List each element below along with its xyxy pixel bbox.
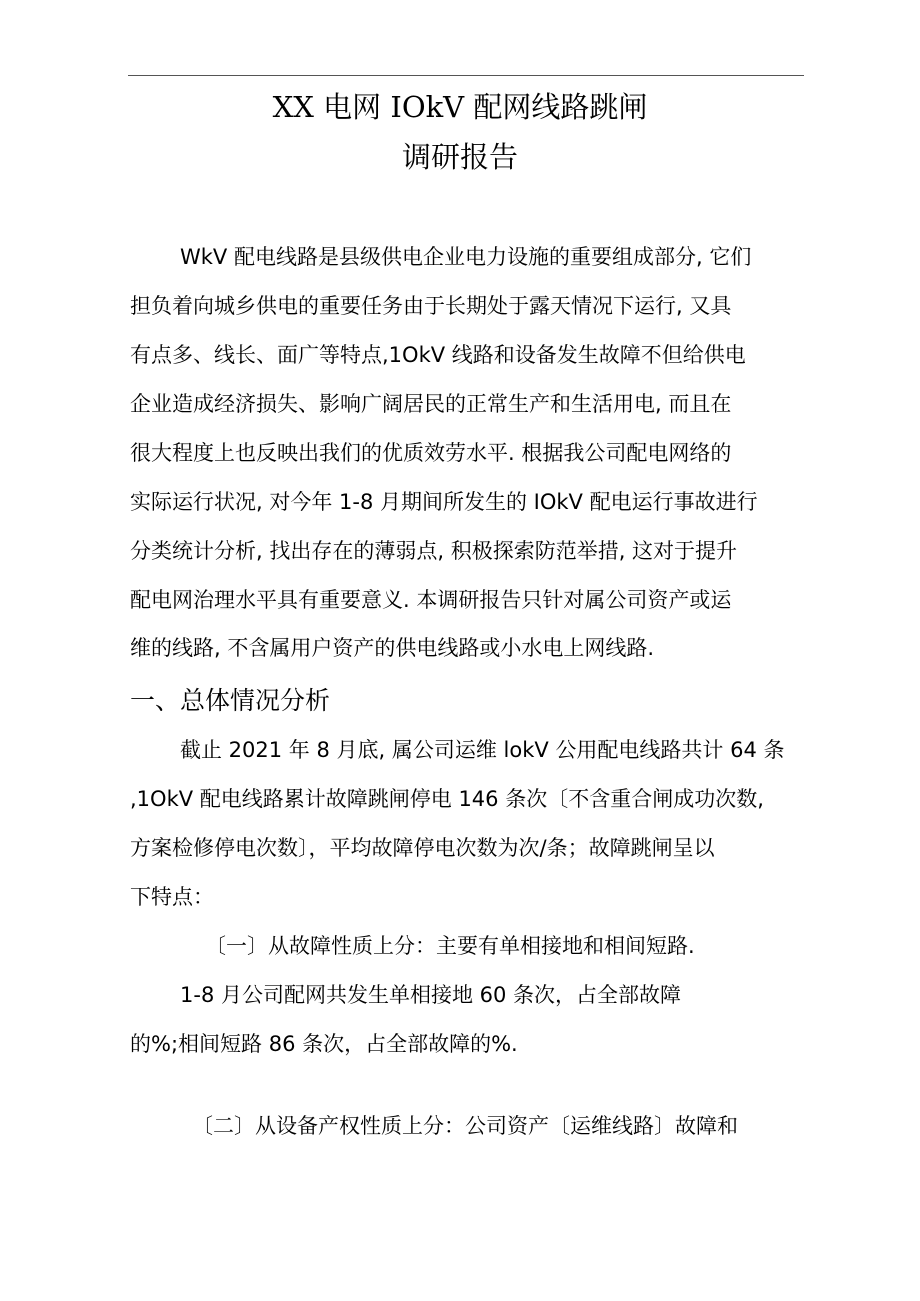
intro-line-6: 实际运行状况, 对今年 1-8 月期间所发生的 IOkV 配电运行事故进行 — [130, 490, 758, 514]
title-line-1: XX 电网 IOkV 配网线路跳闸 — [272, 90, 648, 124]
section-1-para-line-3: 方案检修停电次数〕，平均故障停电次数为次/条；故障跳闸呈以 — [130, 836, 715, 860]
intro-line-3: 有点多、线长、面广等特点,1OkV 线路和设备发生故障不但给供电 — [130, 343, 746, 367]
intro-line-2: 担负着向城乡供电的重要任务由于长期处于露天情况下运行, 又具 — [130, 294, 732, 318]
section-1-para-line-1: 截止 2021 年 8 月底, 属公司运维 lokV 公用配电线路共计 64 条 — [180, 738, 785, 762]
title-line-2: 调研报告 — [401, 140, 518, 174]
section-1-para-line-4: 下特点： — [130, 885, 214, 909]
intro-line-7: 分类统计分析, 找出存在的薄弱点, 积极探索防范举措, 这对于提升 — [130, 539, 738, 563]
intro-line-1: WkV 配电线路是县级供电企业电力设施的重要组成部分, 它们 — [180, 245, 752, 269]
subsection-1-para-line-2: 的%;相间短路 86 条次，占全部故障的%. — [130, 1032, 518, 1056]
subsection-1-para-line-1: 1-8 月公司配网共发生单相接地 60 条次，占全部故障 — [180, 983, 682, 1007]
subsection-1-heading: 〔一〕从故障性质上分：主要有单相接地和相间短路. — [205, 934, 695, 958]
header-rule — [128, 75, 804, 76]
section-1-heading: 一、总体情况分析 — [130, 686, 331, 715]
subsection-2-heading: 〔二〕从设备产权性质上分：公司资产〔运维线路〕故障和 — [192, 1114, 738, 1138]
intro-line-8: 配电网治理水平具有重要意义. 本调研报告只针对属公司资产或运 — [130, 588, 732, 612]
intro-line-4: 企业造成经济损失、影响广阔居民的正常生产和生活用电, 而且在 — [130, 392, 732, 416]
intro-line-5: 很大程度上也反映出我们的优质效劳水平. 根据我公司配电网络的 — [130, 441, 732, 465]
section-1-para-line-2: ,1OkV 配电线路累计故障跳闸停电 146 条次〔不含重合闸成功次数, — [130, 787, 764, 811]
intro-line-9: 维的线路, 不含属用户资产的供电线路或小水电上网线路. — [130, 636, 655, 660]
